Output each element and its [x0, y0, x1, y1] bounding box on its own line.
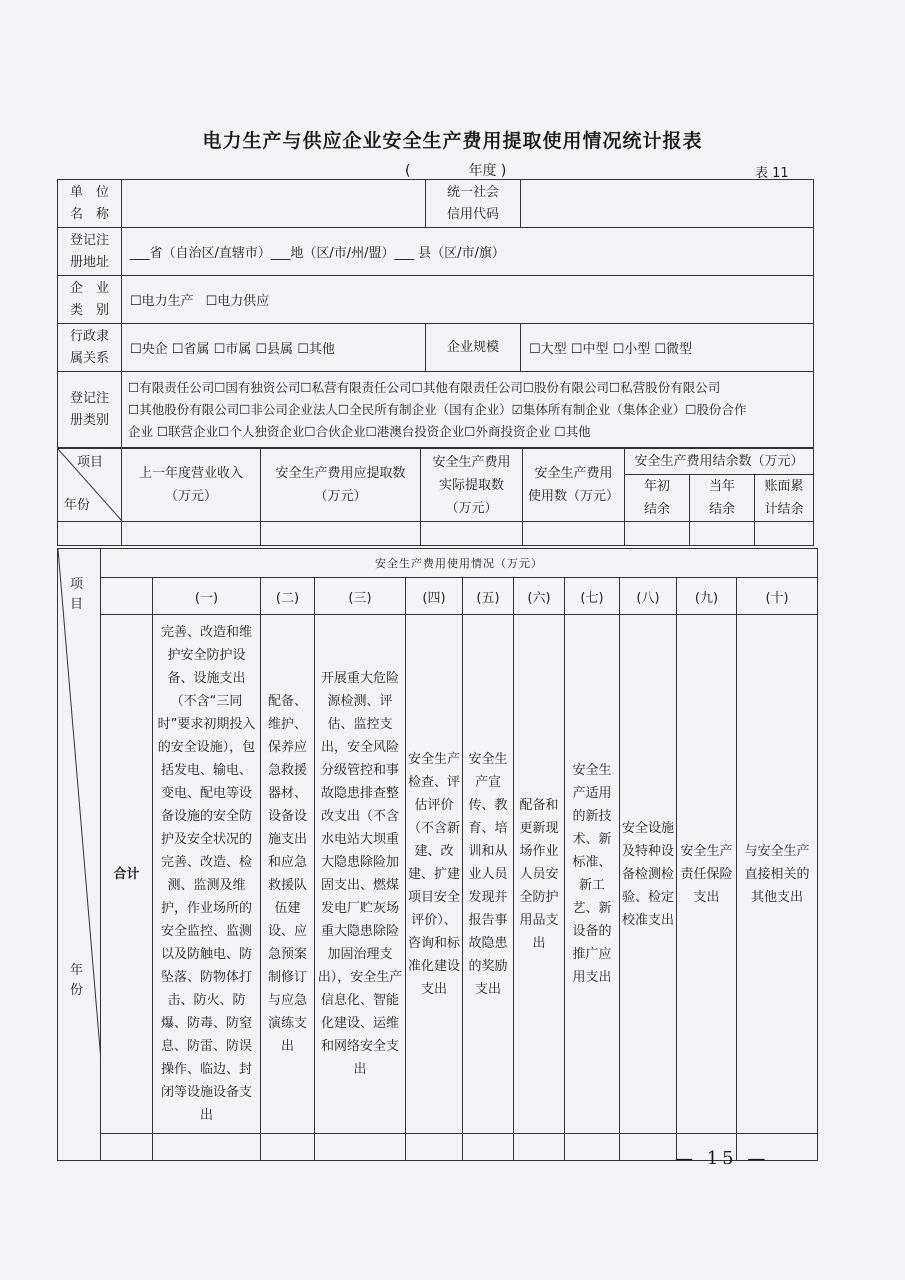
side-item-label: 项 目 [70, 577, 84, 612]
current-balance-cell[interactable] [690, 522, 755, 546]
usage-desc-5: 安全生产宣传、教育、培训和从业人员发现并报告事故隐患的奖励支出 [463, 615, 514, 1134]
should-extract-header: 安全生产费用应提取数 （万元） [261, 449, 421, 522]
usage-desc-7: 安全生产适用的新技术、新标准、新工艺、新设备的推广应用支出 [565, 615, 620, 1134]
scale-label: 企业规模 [426, 324, 521, 372]
credit-code-field[interactable] [521, 180, 814, 228]
usage-header: 安全生产费用使用情况（万元） [101, 549, 818, 578]
roman-8: (八) [620, 578, 677, 615]
usage-cell-4[interactable] [406, 1134, 463, 1161]
checkbox-power-supply[interactable]: ☐电力供应 [205, 294, 270, 309]
reg-type-line: 企业 ☐联营企业☐个人独资企业☐合伙企业☐港澳台投资企业☐外商投资企业 ☐其他 [128, 423, 591, 439]
year-cell[interactable] [58, 522, 122, 546]
usage-desc-8: 安全设施及特种设备检测检验、检定校准支出 [620, 615, 677, 1134]
checkbox-medium[interactable]: ☐中型 [570, 342, 609, 357]
prev-revenue-header: 上一年度营业收入 （万元） [122, 449, 261, 522]
usage-cell-7[interactable] [565, 1134, 620, 1161]
usage-cell-3[interactable] [315, 1134, 406, 1161]
actual-extract-header: 安全生产费用 实际提取数 （万元） [421, 449, 523, 522]
usage-desc-3: 开展重大危险源检测、评估、监控支出，安全风险分级管控和事故隐患排查整改支出（不含水电站大坝重大隐患除险加固支出、燃煤发电厂贮灰场重大隐患除险加固治理支出），安全生产信息化、智能化建设、运维和网络安全支出 [315, 615, 406, 1134]
roman-7: (七) [565, 578, 620, 615]
category-options [122, 276, 814, 324]
unit-name-label: 单 位 名 称 [58, 180, 122, 228]
checkbox-city[interactable]: ☐市属 [213, 342, 252, 357]
checkbox-provincial[interactable]: ☐省属 [171, 342, 210, 357]
usage-desc-1: 完善、改造和维护安全防护设备、设施支出（不含“三同时”要求初期投入的安全设施），包括发电、输电、变电、配电等设备设施的安全防护及安全状况的完善、改造、检测、监测及维护，作业场所的安全监控、监测以及防触电、防坠落、防物体打击、防火、防爆、防毒、防窒息、防雷、防误操作、临边、封闭等设施设备支出 [153, 615, 261, 1134]
checkbox-large[interactable]: ☐大型 [529, 342, 567, 357]
roman-10: (十) [737, 578, 818, 615]
usage-amount-cell[interactable] [523, 522, 625, 546]
unit-name-field[interactable] [122, 180, 426, 228]
year-label: 年度 ) [468, 163, 507, 179]
actual-extract-cell[interactable] [421, 522, 523, 546]
accumulated-balance-cell[interactable] [755, 522, 814, 546]
usage-desc-9: 安全生产责任保险支出 [677, 615, 737, 1134]
balance-header: 安全生产费用结余数（万元） [625, 449, 814, 475]
corner-year-label: 年份 [64, 498, 91, 513]
total-cell[interactable] [101, 1134, 153, 1161]
roman-3: (三) [315, 578, 406, 615]
usage-desc-2: 配备、维护、保养应急救援器材、设备设施支出和应急救援队伍建设、应急预案制修订与应急演练支出 [261, 615, 315, 1134]
accumulated-balance-header: 账面累 计结余 [755, 475, 814, 522]
side-year-label: 年 份 [70, 963, 84, 998]
checkbox-county[interactable]: ☐县属 [255, 342, 294, 357]
usage-desc-6: 配备和更新现场作业人员安全防护用品支出 [514, 615, 565, 1134]
usage-amount-header: 安全生产费用 使用数（万元） [523, 449, 625, 522]
corner-cell [58, 449, 122, 522]
side-header [58, 549, 101, 1161]
admin-relation-label: 行政隶 属关系 [58, 324, 122, 372]
usage-cell-5[interactable] [463, 1134, 514, 1161]
checkbox-central[interactable]: ☐央企 [130, 342, 168, 357]
reg-type-line: ☐其他股份有限公司☐非公司企业法人☐全民所有制企业（国有企业）☑集体所有制企业（集体企业）☐股份合作 [128, 401, 747, 417]
checkbox-other[interactable]: ☐其他 [297, 342, 335, 357]
category-label: 企 业 类 别 [58, 276, 122, 324]
usage-desc-4: 安全生产检查、评估评价（不含新建、改建、扩建项目安全评价）、咨询和标准化建设支出 [406, 615, 463, 1134]
opening-balance-header: 年初 结余 [625, 475, 690, 522]
usage-cell-6[interactable] [514, 1134, 565, 1161]
should-extract-cell[interactable] [261, 522, 421, 546]
reg-type-options[interactable] [122, 372, 814, 448]
opening-balance-cell[interactable] [625, 522, 690, 546]
summary-data-row [58, 522, 814, 546]
current-balance-header: 当年 结余 [690, 475, 755, 522]
company-info-table [57, 179, 814, 448]
year-open-paren: ( [405, 163, 411, 179]
blank-cell [101, 578, 153, 615]
usage-cell-2[interactable] [261, 1134, 315, 1161]
usage-cell-1[interactable] [153, 1134, 261, 1161]
checkbox-power-generation[interactable]: ☐电力生产 [130, 294, 194, 309]
roman-4: (四) [406, 578, 463, 615]
reg-type-line: ☐有限责任公司☐国有独资公司☐私营有限责任公司☐其他有限责任公司☐股份有限公司☐私营股份有限公司 [128, 379, 721, 395]
corner-item-label: 项目 [76, 455, 103, 470]
usage-cell-8[interactable] [620, 1134, 677, 1161]
prev-revenue-cell[interactable] [122, 522, 261, 546]
year-line [405, 160, 506, 180]
total-label: 合计 [101, 615, 153, 1134]
report-title: 电力生产与供应企业安全生产费用提取使用情况统计报表 [202, 130, 703, 152]
roman-2: (二) [261, 578, 315, 615]
fee-usage-table [57, 548, 818, 1161]
roman-6: (六) [514, 578, 565, 615]
reg-address-field[interactable]: ___省（自治区/直辖市）___地（区/市/州/盟）___ 县（区/市/旗） [122, 228, 814, 276]
table-number: 表 11 [755, 166, 789, 181]
admin-relation-options [122, 324, 426, 372]
reg-type-label: 登记注 册类别 [58, 372, 122, 448]
usage-desc-10: 与安全生产直接相关的其他支出 [737, 615, 818, 1134]
fee-summary-table [57, 448, 814, 546]
reg-address-label: 登记注 册地址 [58, 228, 122, 276]
roman-9: (九) [677, 578, 737, 615]
roman-1: (一) [153, 578, 261, 615]
checkbox-micro[interactable]: ☐微型 [654, 342, 693, 357]
roman-5: (五) [463, 578, 514, 615]
scale-options [521, 324, 814, 372]
credit-code-label: 统一社会 信用代码 [426, 180, 521, 228]
page-number: — 15 — [675, 1148, 770, 1169]
checkbox-small[interactable]: ☐小型 [612, 342, 651, 357]
